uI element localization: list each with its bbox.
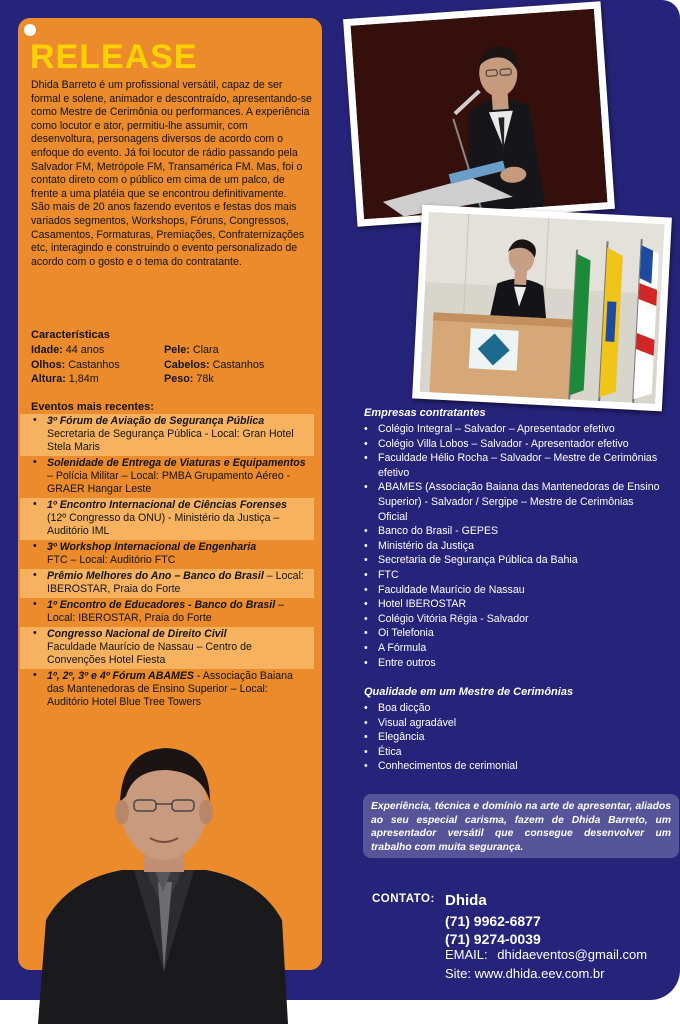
characteristic-item: Cabelos: Castanhos (164, 358, 265, 371)
photo-microphone-image (351, 9, 608, 220)
email-link[interactable]: dhidaeventos@gmail.com (497, 947, 648, 962)
intro-paragraph: São mais de 20 anos fazendo eventos e festas dos mais variados segmentos, Workshops, Fóruns, Congressos, Casamentos, Formaturas, Premiações, Confraternizações etc, interagindo e construindo o evento personalizado de acordo com o gosto e o tema do contratante. (31, 201, 305, 268)
contact-name: Dhida (445, 892, 487, 909)
photo-podium (412, 205, 672, 412)
quality-list (364, 701, 664, 774)
company-item: • Oi Telefonia (364, 626, 664, 641)
characteristic-item: Altura: 1,84m (31, 373, 99, 385)
event-item: • 1º, 2º, 3º e 4º Fórum ABAMES - Associação Baiana das Mantenedoras de Ensino Superior – Local: Auditório Hotel Blue Tree Towers (20, 669, 314, 711)
website-link[interactable]: Site: www.dhida.eev.com.br (445, 966, 605, 981)
quality-item: • Boa dicção (364, 701, 664, 716)
quote-box: Experiência, técnica e domínio na arte de apresentar, aliados ao seu especial carisma, fazem de Dhida Barreto, um apresentador versátil que consegue desenvolver um trabalho com muita segurança. (363, 794, 679, 858)
characteristic-item: Idade: 44 anos (31, 344, 105, 356)
intro-paragraph: Dhida Barreto é um profissional versátil, capaz de ser formal e solene, animador e descontraído, apresentando-se como Mestre de Cerimônia ou performances. A experiência como locutor e ator, permitiu-lhe assumir, com desenvoltura, personagens diversos de acordo com o enfoque do evento. Já foi locutor de rádio passando pela Salvador FM, Metrópole FM, Transamérica FM. Mas, foi o contato direto com o público em cima de um palco, de frente a uma platéia que se encontrou definitivamente. (31, 79, 312, 200)
characteristics-grid (31, 343, 311, 387)
company-item: • FTC (364, 568, 664, 583)
company-item: • Entre outros (364, 656, 664, 671)
quality-item: • Elegância (364, 730, 664, 745)
event-item: • 3º Workshop Internacional de Engenharia FTC – Local: Auditório FTC (20, 540, 314, 569)
bullet-dot-icon (24, 24, 36, 36)
event-item: • 1º Encontro de Educadores - Banco do Brasil – Local: IBEROSTAR, Praia do Forte (20, 598, 314, 627)
event-item: • Congresso Nacional de Direito Civil Faculdade Maurício de Nassau – Centro de Convenções Hotel Fiesta (20, 627, 314, 669)
contact-phone: (71) 9962-6877 (445, 913, 541, 929)
intro-text (31, 79, 313, 269)
email-label: EMAIL: (445, 947, 488, 962)
company-item: • Faculdade Hélio Rocha – Salvador – Mestre de Cerimônias efetivo (364, 451, 664, 480)
company-item: • Secretaria de Segurança Pública da Bahia (364, 553, 664, 568)
events-heading: Eventos mais recentes: (31, 401, 154, 413)
quality-heading: Qualidade em um Mestre de Cerimônias (364, 686, 574, 698)
characteristic-item: Olhos: Castanhos (31, 358, 120, 371)
quality-section (364, 685, 664, 774)
contact-label: CONTATO: (372, 893, 435, 905)
contact-phone: (71) 9274-0039 (445, 931, 541, 947)
quality-item: • Conhecimentos de cerimonial (364, 759, 664, 774)
characteristic-item: Peso: 78k (164, 373, 214, 385)
company-item: • ABAMES (Associação Baiana das Mantenedoras de Ensino Superior) - Salvador / Sergipe – Mestre de Cerimônias Oficial (364, 480, 664, 524)
event-item: • Prêmio Melhores do Ano – Banco do Brasil – Local: IBEROSTAR, Praia do Forte (20, 569, 314, 598)
quality-item: • Ética (364, 745, 664, 760)
photo-podium-image (419, 212, 664, 404)
release-title: RELEASE (30, 38, 198, 76)
event-item: • 3º Fórum de Aviação de Segurança Pública Secretaria de Segurança Pública - Local: Gran Hotel Stela Maris (20, 414, 314, 456)
event-item: • 1º Encontro Internacional de Ciências Forenses (12º Congresso da ONU) - Ministério da Justiça – Auditório IML (20, 498, 314, 540)
company-item: • Ministério da Justiça (364, 539, 664, 554)
quality-item: • Visual agradável (364, 716, 664, 731)
event-item: • Solenidade de Entrega de Viaturas e Equipamentos – Polícia Militar – Local: PMBA Grupamento Aéreo - GRAER Hangar Leste (20, 456, 314, 498)
contact-email-row (445, 947, 647, 962)
portrait-photo (38, 742, 288, 1024)
company-item: • A Fórmula (364, 641, 664, 656)
characteristics-heading: Características (31, 329, 110, 341)
photo-microphone (343, 1, 615, 226)
company-item: • Colégio Villa Lobos – Salvador - Apresentador efetivo (364, 437, 664, 452)
events-list (20, 414, 314, 711)
company-item: • Faculdade Maurício de Nassau (364, 583, 664, 598)
characteristic-item: Pele: Clara (164, 344, 219, 356)
companies-heading: Empresas contratantes (364, 407, 486, 419)
company-item: • Colégio Integral – Salvador – Apresentador efetivo (364, 422, 664, 437)
companies-list (364, 422, 664, 670)
companies-section (364, 406, 664, 670)
company-item: • Hotel IBEROSTAR (364, 597, 664, 612)
company-item: • Banco do Brasil - GEPES (364, 524, 664, 539)
company-item: • Colégio Vitória Régia - Salvador (364, 612, 664, 627)
